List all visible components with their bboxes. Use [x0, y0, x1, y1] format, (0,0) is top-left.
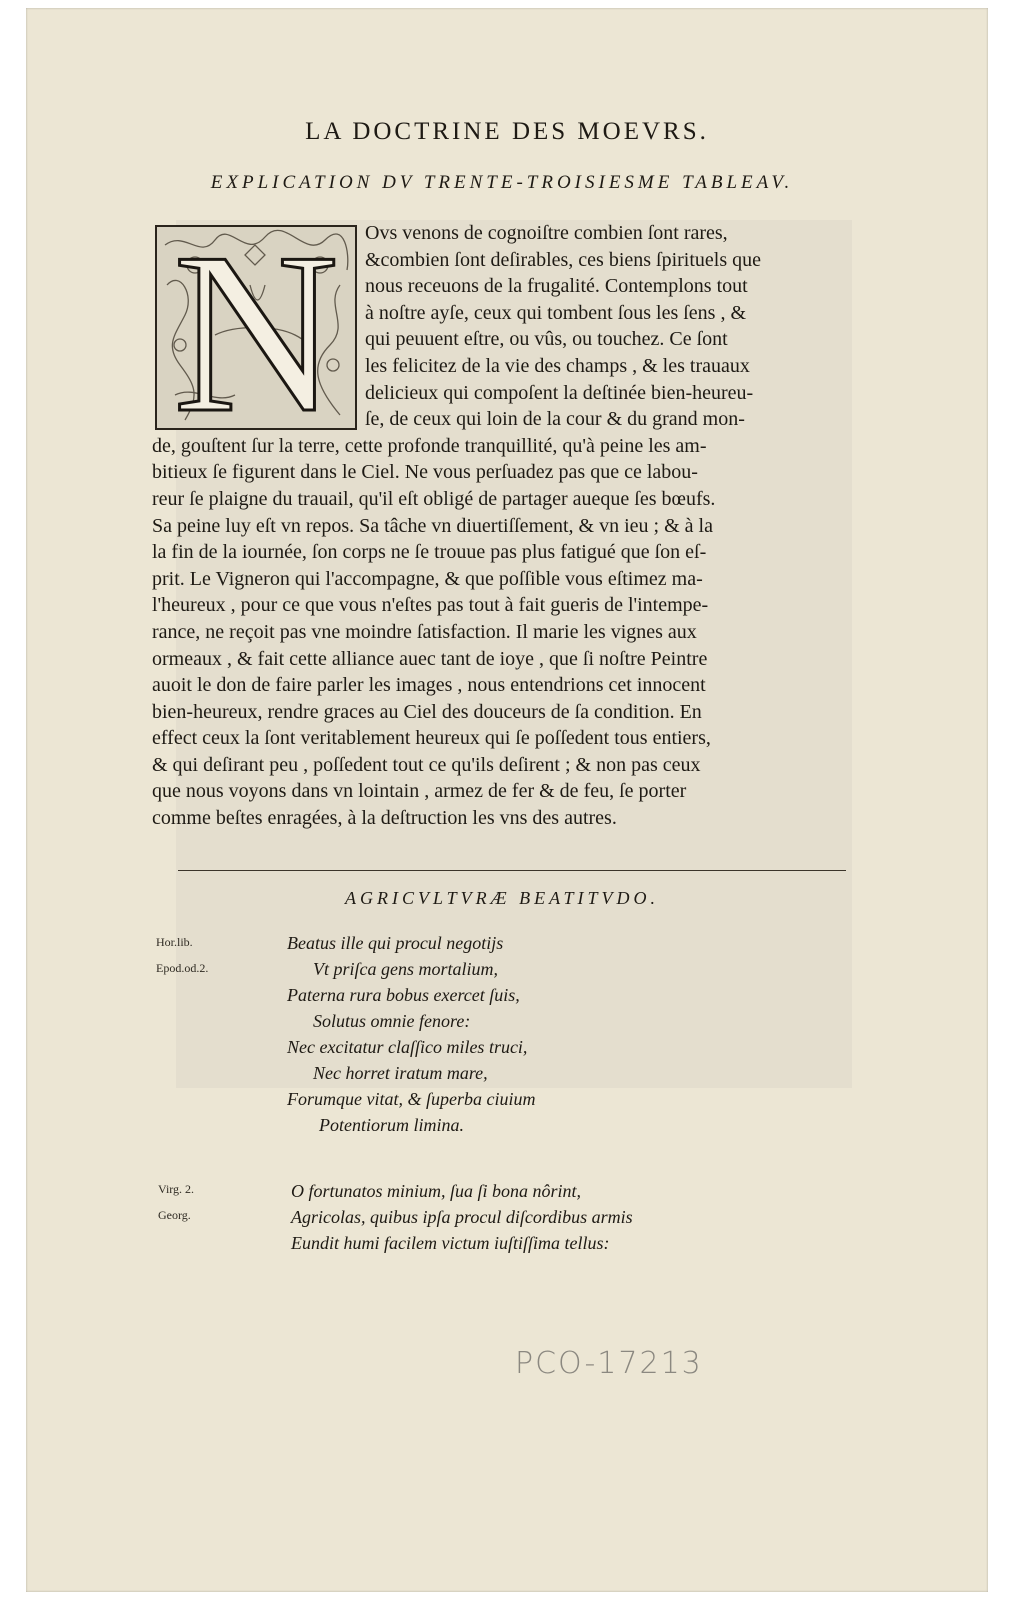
body-line: de, gouſtent ſur la terre, cette profonde tranquillité, qu'à peine les am-: [152, 434, 707, 457]
verse-line: Forumque vitat, & ſuperba ciuium: [287, 1089, 536, 1109]
body-text: [152, 220, 852, 832]
section-title: EXPLICATION DV TRENTE-TROISIESME TABLEAV.: [210, 172, 794, 193]
body-line: bitieux ſe figurent dans le Ciel. Ne vous perſuadez pas que ce labou-: [152, 461, 698, 484]
body-line: Ovs venons de cognoiſtre combien ſont rares,: [365, 222, 728, 244]
body-line: qui peuuent eſtre, ou vûs, ou touchez. Ce ſont: [365, 328, 728, 351]
body-line: que nous voyons dans vn lointain , armez de fer & de feu, ſe porter: [152, 780, 687, 803]
verse-line: Vt priſca gens mortalium,: [313, 959, 498, 979]
verse-line: Beatus ille qui procul negotijs: [287, 933, 504, 953]
body-line: prit. Le Vigneron qui l'accompagne, & que poſſible vous eſtimez ma-: [152, 567, 703, 590]
body-line: nous receuons de la frugalité. Contemplons tout: [365, 275, 748, 298]
verse-line: Potentiorum limina.: [319, 1115, 464, 1135]
body-line: comme beſtes enragées, à la deſtruction les vns des autres.: [152, 807, 617, 830]
body-line: delicieux qui compoſent la deſtinée bien-heureu-: [365, 381, 754, 404]
body-line: ſe, de ceux qui loin de la cour & du grand mon-: [365, 408, 745, 431]
horace-verse: [287, 930, 535, 1138]
margin-note-line: Hor.lib.: [156, 935, 193, 949]
running-title: LA DOCTRINE DES MOEVRS.: [305, 118, 709, 145]
body-line: bien-heureux, rendre graces au Ciel des douceurs de ſa condition. En: [152, 700, 702, 723]
margin-note-line: Georg.: [158, 1208, 191, 1222]
body-line: rance, ne reçoit pas vne moindre ſatisfaction. Il marie les vignes aux: [152, 620, 697, 643]
pencil-shelfmark: PCO-17213: [515, 1346, 703, 1381]
margin-note-virgil: [158, 1176, 194, 1228]
body-line: auoit le don de faire parler les images , nous entendrions cet innocent: [152, 674, 706, 697]
margin-note-horace: [156, 929, 208, 981]
verse-title: AGRICVLTVRÆ BEATITVDO.: [345, 888, 659, 908]
svg-text:N: N: [172, 225, 340, 430]
body-line: les felicitez de la vie des champs , & les trauaux: [365, 354, 750, 377]
margin-note-line: Virg. 2.: [158, 1182, 195, 1196]
verse-line: O fortunatos minium, ſua ſi bona nôrint,: [291, 1181, 582, 1201]
verse-line: Paterna rura bobus exercet ſuis,: [287, 985, 520, 1005]
body-line: la fin de la iournée, ſon corps ne ſe trouue pas plus fatigué que ſon eſ-: [152, 541, 707, 564]
body-line: à noſtre ayſe, ceux qui tombent ſous les ſens , &: [365, 301, 747, 324]
verse-line: Nec excitatur claſſico miles truci,: [287, 1037, 528, 1057]
body-line: l'heureux , pour ce que vous n'eſtes pas tout à fait gueris de l'intempe-: [152, 594, 709, 617]
verse-line: Nec horret iratum mare,: [313, 1063, 488, 1083]
divider-rule: [178, 870, 846, 871]
body-line: ormeaux , & fait cette alliance auec tant de ioye , que ſi noſtre Peintre: [152, 647, 708, 670]
margin-note-line: Epod.od.2.: [156, 961, 209, 975]
virgil-verse: [291, 1178, 633, 1256]
body-line: & qui deſirant peu , poſſedent tout ce qu'ils deſirent ; & non pas ceux: [152, 753, 701, 776]
verse-line: Eundit humi facilem victum iuſtiſſima tellus:: [291, 1233, 610, 1253]
body-line: reur ſe plaigne du trauail, qu'il eſt obligé de partager aueque ſes bœufs.: [152, 487, 716, 510]
body-line: &combien ſont deſirables, ces biens ſpirituels que: [365, 248, 762, 271]
body-line: Sa peine luy eſt vn repos. Sa tâche vn diuertiſſement, & vn ieu ; & à la: [152, 514, 713, 537]
body-line: effect ceux la ſont veritablement heureux qui ſe poſſedent tous entiers,: [152, 727, 711, 750]
verse-line: Solutus omnie fenore:: [313, 1011, 471, 1031]
verse-line: Agricolas, quibus ipſa procul diſcordibus armis: [291, 1207, 633, 1227]
